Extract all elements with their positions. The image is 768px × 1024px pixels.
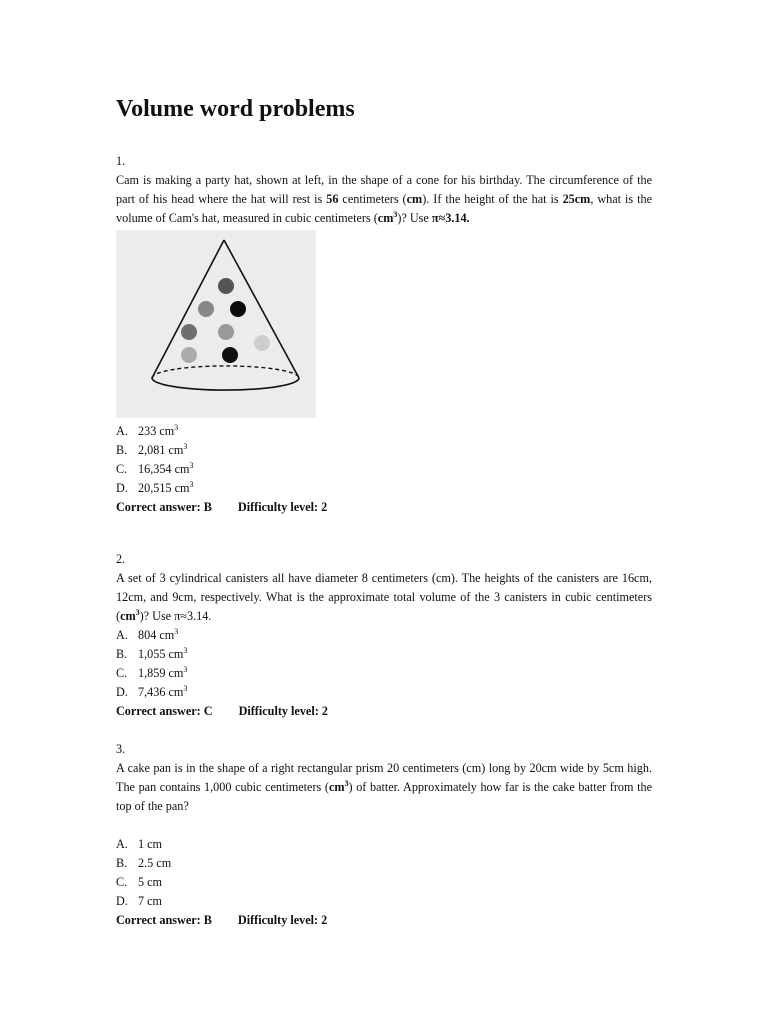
option-c: C. 1,859 $cm^3$: [116, 664, 188, 680]
page-title: Volume word problems: [116, 96, 355, 122]
answer-options: [116, 626, 652, 702]
option-c: C. 5 cm: [116, 875, 163, 889]
answer-line: [116, 498, 652, 517]
answer-options: [116, 422, 652, 498]
option-c: C. 16,354 $cm^3$: [116, 460, 194, 476]
difficulty-level: Difficulty level: 2: [238, 704, 328, 718]
question-number: 1.: [116, 154, 126, 168]
correct-answer: Correct answer: C: [116, 704, 213, 718]
option-a: A. 804 $cm^3$: [116, 626, 179, 642]
option-b: B. 2.5 cm: [116, 856, 172, 870]
option-d: D. 20,515 $cm^3$: [116, 479, 194, 495]
question-1: [116, 152, 652, 517]
option-d: D. 7 cm: [116, 894, 163, 908]
correct-answer: Correct answer: B: [116, 913, 212, 927]
party-hat-cone-figure: [116, 230, 316, 418]
answer-line: [116, 702, 652, 721]
option-b: B. 1,055 $cm^3$: [116, 645, 188, 661]
answer-line: [116, 911, 652, 930]
option-a: A. 1 cm: [116, 837, 163, 851]
difficulty-level: Difficulty level: 2: [237, 913, 328, 927]
question-2: [116, 550, 652, 721]
option-a: A. 233 $cm^3$: [116, 422, 179, 438]
difficulty-level: Difficulty level: 2: [237, 500, 328, 514]
question-3: [116, 740, 652, 930]
option-d: D. 7,436 $cm^3$: [116, 683, 188, 699]
question-stem: A set of 3 cylindrical canisters all have diameter 8 centimeters (cm). The heights of the canisters are 16cm, 12cm, and 9cm, respectively. What is the approximate total volume of the 3 canisters in cubic centimeters $(cm^3)$? Use π≈3.14.: [116, 571, 652, 623]
question-number: 2.: [116, 552, 126, 566]
answer-options: [116, 835, 652, 911]
question-stem: A cake pan is in the shape of a right rectangular prism 20 centimeters (cm) long by 20cm wide by 5cm high. The pan contains 1,000 cubic centimeters $(cm^3)$ of batter. Approximately how far is the cake batter from the top of the pan?: [116, 761, 652, 813]
question-number: 3.: [116, 742, 126, 756]
correct-answer: Correct answer: B: [116, 500, 212, 514]
question-stem: Cam is making a party hat, shown at left, in the shape of a cone for his birthday. The circumference of the part of his head where the hat will rest is 56 centimeters (cm). If the height of the hat is 25cm, what is the volume of Cam's hat, measured in cubic centimeters $(cm^3)$? Use π≈3.14.: [116, 173, 652, 225]
cone-illustration: [116, 230, 316, 418]
option-b: B. 2,081 $cm^3$: [116, 441, 188, 457]
